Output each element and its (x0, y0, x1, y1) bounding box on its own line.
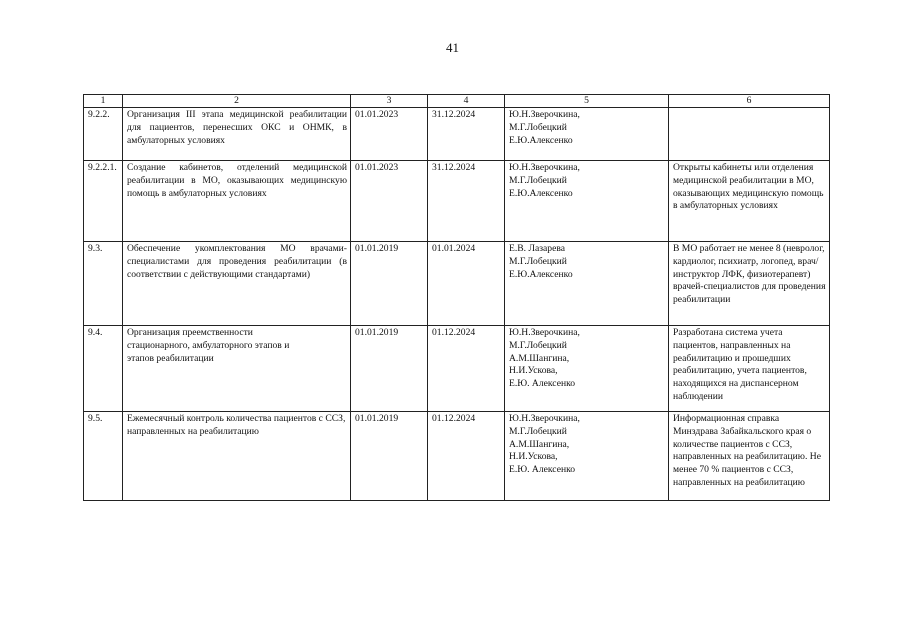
column-header: 2 (123, 95, 351, 108)
result-cell (669, 108, 830, 161)
column-header: 4 (428, 95, 505, 108)
responsible-cell: Ю.Н.Зверочкина, М.Г.Лобецкий Е.Ю.Алексенко (505, 161, 669, 242)
start-date-cell: 01.01.2019 (351, 242, 428, 326)
item-number: 9.5. (84, 412, 123, 501)
activity-cell: Обеспечение укомплектования МО врачами-специалистами для проведения реабилитации (в соответствии с действующими стандартами) (123, 242, 351, 326)
start-date-cell: 01.01.2019 (351, 412, 428, 501)
table-row (84, 108, 830, 161)
end-date-cell: 01.12.2024 (428, 412, 505, 501)
activity-cell: Ежемесячный контроль количества пациентов с ССЗ, направленных на реабилитацию (123, 412, 351, 501)
activity-cell: Организация преемственности стационарного, амбулаторного этапов и этапов реабилитации (123, 326, 351, 412)
column-header: 3 (351, 95, 428, 108)
activity-cell: Организация III этапа медицинской реабилитации для пациентов, перенесших ОКС и ОНМК, в амбулаторных условиях (123, 108, 351, 161)
end-date-cell: 31.12.2024 (428, 161, 505, 242)
responsible-cell: Ю.Н.Зверочкина, М.Г.Лобецкий А.М.Шангина, Н.И.Ускова, Е.Ю. Алексенко (505, 412, 669, 501)
table-row (84, 412, 830, 501)
end-date-cell: 01.12.2024 (428, 326, 505, 412)
item-number: 9.2.2.1. (84, 161, 123, 242)
result-cell: Открыты кабинеты или отделения медицинской реабилитации в МО, оказывающих медицинскую помощь в амбулаторных условиях (669, 161, 830, 242)
start-date-cell: 01.01.2023 (351, 108, 428, 161)
result-cell: Разработана система учета пациентов, направленных на реабилитацию и прошедших реабилитацию, учета пациентов, находящихся на диспансерном наблюдении (669, 326, 830, 412)
result-cell: В МО работает не менее 8 (невролог, кардиолог, психиатр, логопед, врач/инструктор ЛФК, физиотерапевт) врачей-специалистов для проведения реабилитации (669, 242, 830, 326)
responsible-cell: Ю.Н.Зверочкина, М.Г.Лобецкий Е.Ю.Алексенко (505, 108, 669, 161)
end-date-cell: 31.12.2024 (428, 108, 505, 161)
item-number: 9.3. (84, 242, 123, 326)
responsible-cell: Е.В. Лазарева М.Г.Лобецкий Е.Ю.Алексенко (505, 242, 669, 326)
result-cell: Информационная справка Минздрава Забайкальского края о количестве пациентов с ССЗ, направленных на реабилитацию. Не менее 70 % пациентов с ССЗ, направленных на реабилитацию (669, 412, 830, 501)
item-number: 9.4. (84, 326, 123, 412)
responsible-cell: Ю.Н.Зверочкина, М.Г.Лобецкий А.М.Шангина, Н.И.Ускова, Е.Ю. Алексенко (505, 326, 669, 412)
table-row (84, 326, 830, 412)
table-row (84, 161, 830, 242)
start-date-cell: 01.01.2019 (351, 326, 428, 412)
end-date-cell: 01.01.2024 (428, 242, 505, 326)
measures-table (83, 94, 830, 501)
table-row (84, 242, 830, 326)
header-row (84, 95, 830, 108)
start-date-cell: 01.01.2023 (351, 161, 428, 242)
item-number: 9.2.2. (84, 108, 123, 161)
column-header: 1 (84, 95, 123, 108)
column-header: 6 (669, 95, 830, 108)
page-number: 41 (446, 40, 459, 55)
activity-cell: Создание кабинетов, отделений медицинской реабилитации в МО, оказывающих медицинскую помощь в амбулаторных условиях (123, 161, 351, 242)
column-header: 5 (505, 95, 669, 108)
